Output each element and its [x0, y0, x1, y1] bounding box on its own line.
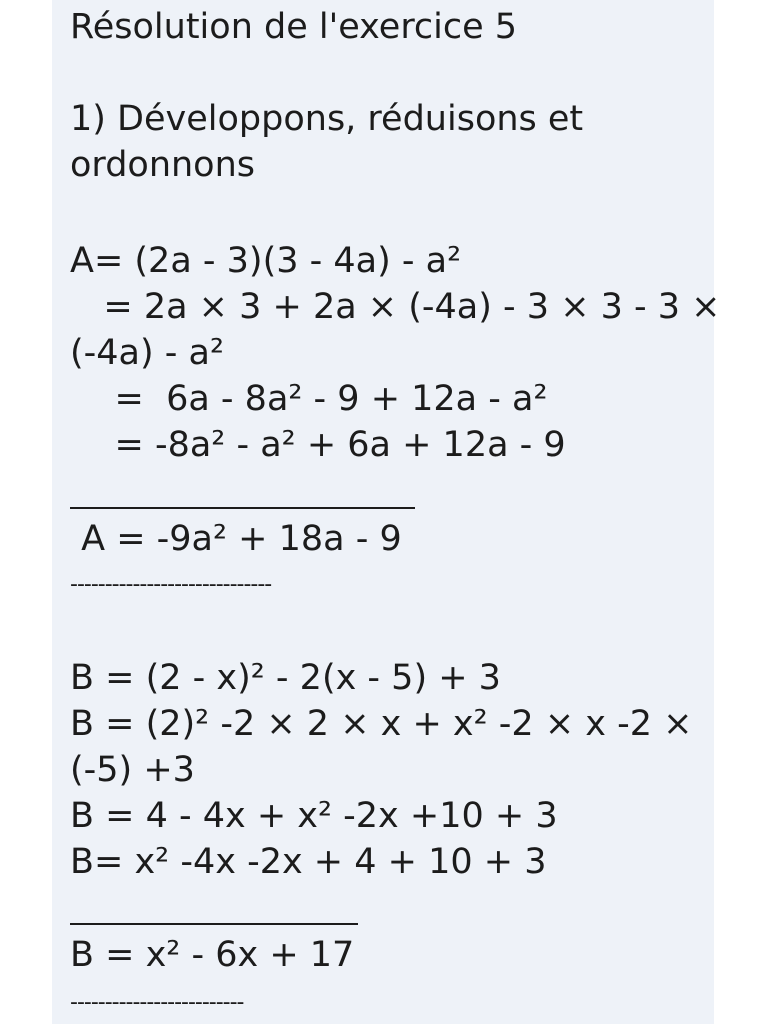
expr-a-line-3: (-4a) - a² — [70, 333, 225, 373]
document-title: Résolution de l'exercice 5 — [70, 7, 518, 47]
result-a: A = -9a² + 18a - 9 — [70, 519, 402, 559]
expr-b-line-2: B = (2)² -2 × 2 × x + x² -2 × x -2 × — [70, 704, 693, 744]
expr-a-line-5: = -8a² - a² + 6a + 12a - 9 — [70, 425, 566, 465]
result-a-top-rule — [70, 507, 415, 509]
expr-a-line-2: = 2a × 3 + 2a × (-4a) - 3 × 3 - 3 × — [70, 287, 721, 327]
expr-a-line-1: A= (2a - 3)(3 - 4a) - a² — [70, 241, 462, 281]
question-line-2: ordonnons — [70, 145, 256, 185]
expr-b-line-3: (-5) +3 — [70, 750, 195, 790]
result-b-top-rule — [70, 923, 358, 925]
question-line-1: 1) Développons, réduisons et — [70, 99, 584, 139]
result-a-dashes: ----------------------------- — [70, 572, 272, 597]
result-b: B = x² - 6x + 17 — [70, 935, 355, 975]
document-page — [52, 0, 721, 1024]
expr-a-line-4: = 6a - 8a² - 9 + 12a - a² — [70, 379, 548, 419]
expr-b-line-4: B = 4 - 4x + x² -2x +10 + 3 — [70, 796, 558, 836]
expr-b-line-1: B = (2 - x)² - 2(x - 5) + 3 — [70, 658, 501, 698]
result-b-dashes: ------------------------- — [70, 990, 244, 1015]
expr-b-line-5: B= x² -4x -2x + 4 + 10 + 3 — [70, 842, 547, 882]
